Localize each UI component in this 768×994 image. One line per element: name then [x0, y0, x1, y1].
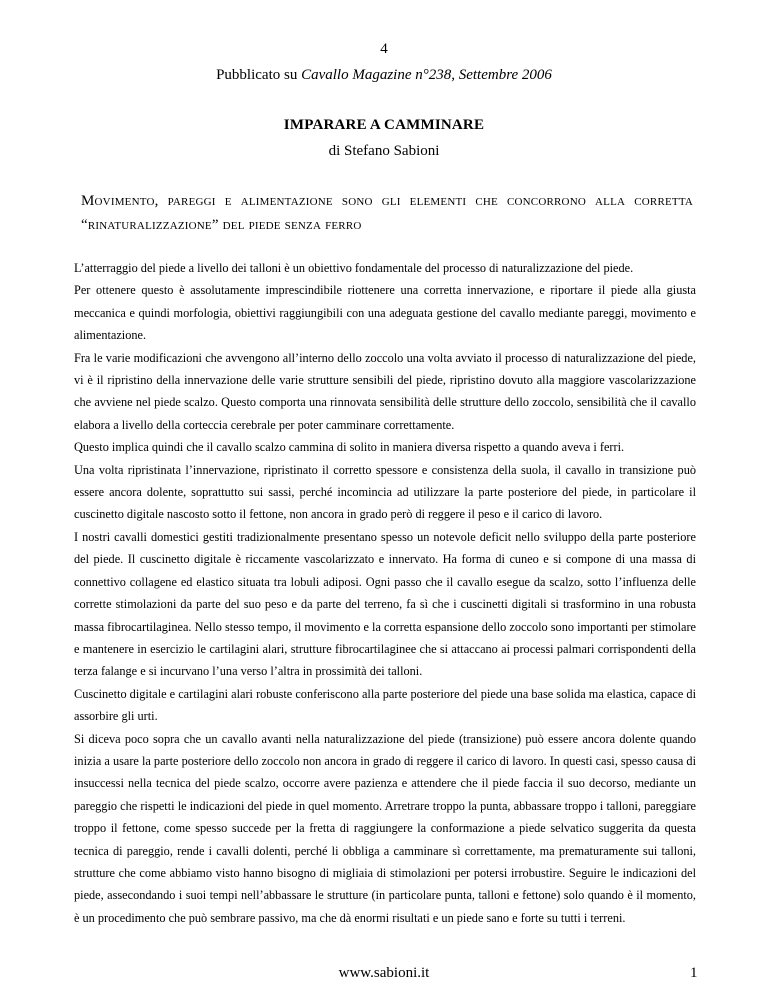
publication-line [0, 66, 768, 84]
paragraph: Cuscinetto digitale e cartilagini alari robuste conferiscono alla parte posteriore del piede una base solida ma elastica, capace di assorbire gli urti. [74, 686, 696, 724]
footer-website-link[interactable]: www.sabioni.it [338, 965, 430, 981]
paragraph: I nostri cavalli domestici gestiti tradizionalmente presentano spesso un notevole deficit nello sviluppo della parte posteriore del piede. Il cuscinetto digitale è riccamente vascolarizzato e innervato. Ha forma di cuneo e si compone di una massa di connettivo collagene ed elastico situata tra lobuli adiposi. Ogni passo che il cavallo esegue da scalzo, sotto l’influenza delle corrette stimolazioni da parte del suo peso e da parte del terreno, fa sì che i cuscinetti digitali si trasformino in una robusta massa fibrocartilaginea. Nello stesso tempo, il movimento e la corretta espansione dello zoccolo sono importanti per stimolare e mantenere in esercizio le cartilagini alari, strutture fibrocartilaginee che si attaccano ai processi palmari corrispondenti della terza falange e si incurvano l’una verso l’altra in prossimità dei talloni. [74, 529, 696, 679]
article-body [74, 257, 696, 929]
publication-name: Cavallo Magazine n°238, Settembre 2006 [301, 67, 552, 83]
paragraph: Una volta ripristinata l’innervazione, ripristinato il corretto spessore e consistenza della suola, il cavallo in transizione può essere ancora dolente, soprattutto sui sassi, perché incomincia ad utilizzare la parte posteriore del piede, in particolare il cuscinetto digitale nascosto sotto il fettone, non ancora in grado però di reggere il peso e il carico di lavoro. [74, 462, 696, 522]
paragraph: Per ottenere questo è assolutamente imprescindibile riottenere una corretta innervazione, e riportare il piede alla giusta meccanica e quindi morfologia, obiettivi raggiungibili con una adeguata gestione del cavallo mediante pareggi, movimento e alimentazione. [74, 283, 696, 343]
paragraph: Si diceva poco sopra che un cavallo avanti nella naturalizzazione del piede (transizione) può essere ancora dolente quando inizia a usare la parte posteriore dello zoccolo non ancora in grado di reggere il carico di lavoro. In questi casi, spesso causa di insuccessi nella tecnica del piede scalzo, occorre avere pazienza e attendere che il piede faccia il suo decorso, mediante un pareggio che rispetti le indicazioni del piede in quel momento. Arretrare troppo la punta, abbassare troppo i talloni, pareggiare troppo il fettone, come spesso succede per la fretta di raggiungere la conformazione a piede selvatico suggerita da questa tecnica di pareggio, rende i cavalli dolenti, perché li obbliga a camminare sì correttamente, ma prematuramente sui talloni, strutture che come abbiamo visto hanno bisogno di migliaia di stimolazioni per potersi irrobustire. Seguire le indicazioni del piede, assecondando i suoi tempi nell’abbassare le strutture (in particolare punta, talloni e fettone) solo quando è il momento, è un procedimento che può sembrare passivo, ma che dà enormi risultati e un piede sano e forte su tutti i terreni. [74, 731, 696, 925]
header-page-number: 4 [380, 41, 388, 57]
article-author: di Stefano Sabioni [328, 143, 440, 159]
footer-page-number: 1 [690, 965, 698, 981]
paragraph: L’atterraggio del piede a livello dei talloni è un obiettivo fondamentale del processo di naturalizzazione del piede. [74, 261, 634, 275]
article-title: IMPARARE A CAMMINARE [283, 117, 485, 133]
article-subtitle: Movimento, pareggi e alimentazione sono gli elementi che concorrono alla corretta “rinaturalizzazione” del piede senza ferro [81, 193, 693, 233]
publication-prefix: Pubblicato su [216, 67, 302, 83]
paragraph: Fra le varie modificazioni che avvengono all’interno dello zoccolo una volta avviato il processo di naturalizzazione del piede, vi è il ripristino della innervazione delle varie strutture sensibili del piede, ripristino dovuto alla maggiore vascolarizzazione che avviene nel piede scalzo. Questo comporta una rinnovata sensibilità delle strutture dello zoccolo, sensibilità che il cavallo elabora a livello della corteccia cerebrale per poter camminare correttamente. [74, 350, 696, 432]
paragraph: Questo implica quindi che il cavallo scalzo cammina di solito in maniera diversa rispetto a quando aveva i ferri. [74, 440, 625, 455]
